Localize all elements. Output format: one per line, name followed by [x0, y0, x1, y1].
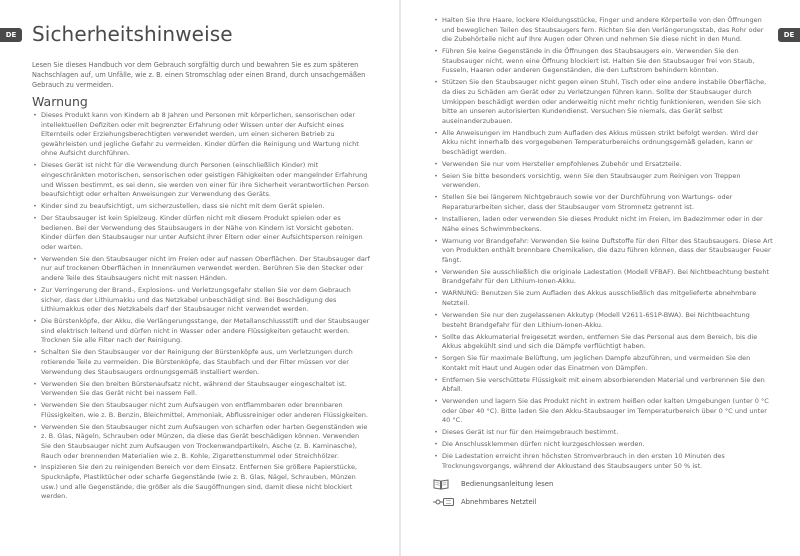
language-tab-left: DE	[0, 28, 22, 42]
legend-row-adapter	[433, 493, 773, 511]
warning-item: • Halten Sie Ihre Haare, lockere Kleidungsstücke, Finger und andere Körperteile von den Öffnungen und beweglichen Teilen des Staubsaugers fern. Richten Sie den Verlängerungsstab, das Rohr oder die Zubehörteile nicht auf Ihre Augen oder Ohren und nehmen Sie diese nicht in den Mund.	[433, 16, 773, 45]
warning-item: • Alle Anweisungen im Handbuch zum Aufladen des Akkus müssen strikt befolgt werden. Wird der Akku nicht innerhalb des vorgegebenen Temperaturbereichs ordnungsgemäß geladen, kann er beschädigt werden.	[433, 129, 773, 158]
warning-item: • Die Ladestation erreicht ihren höchsten Stromverbrauch in den ersten 10 Minuten des Trocknungsvorgangs, während der Akkustand des Staubsaugers unter 50 % ist.	[433, 452, 773, 471]
warning-item: • Dieses Gerät ist nur für den Heimgebrauch bestimmt.	[433, 428, 773, 438]
warning-item: • Verwenden Sie den breiten Bürstenaufsatz nicht, während der Staubsauger eingeschaltet ist. Verwenden Sie das Gerät nicht bei nassem Fell.	[32, 380, 370, 399]
warning-item: • Sorgen Sie für maximale Belüftung, um jeglichen Dampfe abzuführen, und vermeiden Sie den Kontakt mit Haut und Augen oder das Einatmen von Dämpfen.	[433, 354, 773, 373]
warning-item: • Verwenden Sie ausschließlich die originale Ladestation (Modell VFBAF). Bei Nichtbeachtung besteht Brandgefahr für den Lithium-Ionen-Akku.	[433, 268, 773, 287]
warning-item: • Inspizieren Sie den zu reinigenden Bereich vor dem Einsatz. Entfernen Sie größere Papierstücke, Spucknäpfe, Plastiktücher oder scharfe Gegenstände (wie z. B. Glas, Nägel, Schrauben, Münzen usw.) und alle Gegenstände, die größer als die Saugöffnungen sind, damit diese nicht blockiert werden.	[32, 463, 370, 501]
warning-item: • Warnung vor Brandgefahr: Verwenden Sie keine Duftstoffe für den Filter des Staubsaugers. Diese Art von Produkten enthält brennbare Chemikalien, die dazu führen können, dass der Staubsauger Feuer fängt.	[433, 237, 773, 266]
page-title: Sicherheitshinweise	[32, 22, 233, 46]
left-warning-list	[32, 111, 370, 502]
warning-item: • Stellen Sie bei längerem Nichtgebrauch sowie vor der Durchführung von Wartungs- oder Reparaturarbeiten sicher, dass der Staubsauger vom Stromnetz getrennt ist.	[433, 193, 773, 212]
language-tab-right: DE	[778, 28, 800, 42]
warning-item: • Verwenden Sie nur den zugelassenen Akkutyp (Modell V2611-6S1P-BWA). Bei Nichtbeachtung besteht Brandgefahr für den Lithium-Ionen-Akku.	[433, 311, 773, 330]
warning-item: • Sollte das Akkumaterial freigesetzt werden, entfernen Sie das Personal aus dem Bereich, bis die Akkus abgekühlt sind und sich die Dämpfe verflüchtigt haben.	[433, 333, 773, 352]
intro-paragraph: Lesen Sie dieses Handbuch vor dem Gebrauch sorgfältig durch und bewahren Sie es zum späteren Nachschlagen auf, um Unfälle, wie z. B. einen Stromschlag oder einen Brand, durch unsachgemäßen Gebrauch zu vermeiden.	[32, 61, 366, 89]
right-page	[401, 0, 800, 556]
warning-item: • Zur Verringerung der Brand-, Explosions- und Verletzungsgefahr stellen Sie vor dem Gebrauch sicher, dass der Lithiumakku und das Netzkabel unbeschädigt sind. Bei Beschädigung des Lithiumakkus oder des Netzkabels darf der Staubsauger nicht verwendet werden.	[32, 286, 370, 315]
legend-manual-label: Bedienungsanleitung lesen	[461, 479, 554, 488]
warning-item: • Installieren, laden oder verwenden Sie dieses Produkt nicht im Freien, im Badezimmer oder in der Nähe eines Schwimmbeckens.	[433, 215, 773, 234]
warning-item: • WARNUNG: Benutzen Sie zum Aufladen des Akkus ausschließlich das mitgelieferte abnehmbare Netzteil.	[433, 289, 773, 308]
warning-item: • Die Bürstenköpfe, der Akku, die Verlängerungsstange, der Metallanschlussstift und der Staubsauger sind elektrisch leitend und dürfen nicht in Wasser oder andere Flüssigkeiten getaucht werden. Trocknen Sie alle Filter nach der Reinigung.	[32, 317, 370, 346]
warning-item: • Der Staubsauger ist kein Spielzeug. Kinder dürfen nicht mit diesem Produkt spielen oder es bedienen. Bei der Verwendung des Staubsaugers in der Nähe von Kindern ist Vorsicht geboten. Kinder dürfen den Staubsauger nur unter Aufsicht ihrer Eltern oder einer Aufsichtsperson reinigen oder warten.	[32, 214, 370, 252]
warning-item: • Verwenden Sie nur vom Hersteller empfohlenes Zubehör und Ersatzteile.	[433, 160, 773, 170]
left-column	[32, 60, 370, 504]
warning-item: • Verwenden Sie den Staubsauger nicht zum Aufsaugen von scharfen oder harten Gegenständen wie z. B. Glas, Nägeln, Schrauben oder Münzen, da diese das Gerät beschädigen können. Verwenden Sie den Staubsauger nicht zum Aufsaugen von Trockenwandpartikeln, Asche (z. B. Kaminasche), Rauch oder brennenden Materialien wie z. B. Kohle, Zigarettenstummel oder Streichhölzer.	[32, 423, 370, 461]
warning-item: • Dieses Gerät ist nicht für die Verwendung durch Personen (einschließlich Kinder) mit eingeschränkten motorischen, sensorischen oder geistigen Fähigkeiten oder mangelnder Erfahrung und Wissen bestimmt, es sei denn, sie werden von einer für ihre Sicherheit verantwortlichen Person beaufsichtigt oder erhalten Anweisungen zur Verwendung des Geräts.	[32, 161, 370, 199]
warning-item: • Verwenden Sie den Staubsauger nicht zum Aufsaugen von entflammbaren oder brennbaren Flüssigkeiten, wie z. B. Benzin, Bleichmittel, Ammoniak, Abflussreiniger oder anderen Flüssigkeiten.	[32, 401, 370, 420]
warning-item: • Verwenden Sie den Staubsauger nicht im Freien oder auf nassen Oberflächen. Der Staubsauger darf nur auf trockenen Oberflächen in Innenräumen verwendet werden. Berühren Sie den Stecker oder andere Teile des Staubsaugers nicht mit nassen Händen.	[32, 255, 370, 284]
left-page	[0, 0, 399, 556]
warning-item: • Die Anschlussklemmen dürfen nicht kurzgeschlossen werden.	[433, 440, 773, 450]
warning-item: • Führen Sie keine Gegenstände in die Öffnungen des Staubsaugers ein. Verwenden Sie den Staubsauger nicht, wenn eine Öffnung blockiert ist. Halten Sie den Staubsauger frei von Staub, Fusseln, Haaren oder anderen Gegenständen, die den Luftstrom behindern könnten.	[433, 47, 773, 76]
right-column	[433, 16, 773, 511]
warning-item: • Dieses Produkt kann von Kindern ab 8 Jahren und Personen mit körperlichen, sensorischen oder intellektuellen Defiziten oder mit begrenzter Erfahrung oder Wissen unter der Aufsicht eines Elternteils oder Erziehungsberechtigten verwendet werden, um einen sicheren Betrieb zu gewährleisten und jegliche Gefahr zu vermeiden. Kinder dürfen die Reinigung und Wartung nicht ohne Aufsicht durchführen.	[32, 111, 370, 159]
right-warning-list	[433, 16, 773, 472]
open-book-icon	[433, 477, 455, 491]
power-adapter-icon	[433, 495, 455, 509]
warning-item: • Verwenden und lagern Sie das Produkt nicht in extrem heißen oder kalten Umgebungen (unter 0 °C oder über 40 °C). Bitte laden Sie den Akku-Staubsauger im Temperaturbereich über 0 °C und unter 40 °C.	[433, 397, 773, 426]
warning-item: • Schalten Sie den Staubsauger vor der Reinigung der Bürstenköpfe aus, um Verletzungen durch rotierende Teile zu vermeiden. Die Bürstenköpfe, das Staubfach und der Filter müssen vor der Verwendung des Staubsaugers ordnungsgemäß installiert werden.	[32, 348, 370, 377]
warning-item: • Entfernen Sie verschüttete Flüssigkeit mit einem absorbierenden Material und verbrennen Sie den Abfall.	[433, 376, 773, 395]
legend-row-manual	[433, 475, 773, 493]
warning-item: • Stützen Sie den Staubsauger nicht gegen einen Stuhl, Tisch oder eine andere instabile Oberfläche, da dies zu Schäden am Gerät oder zu Verletzungen führen kann. Sollte der Staubsauger durch Umkippen beschädigt werden oder anderweitig nicht mehr richtig funktionieren, wenden Sie sich bitte an unseren autorisierten Kundendienst. Versuchen Sie niemals, das Gerät selbst auseinanderzubauen.	[433, 78, 773, 126]
warning-item: • Kinder sind zu beaufsichtigt, um sicherzustellen, dass sie nicht mit dem Gerät spielen.	[32, 202, 370, 212]
legend-adapter-label: Abnehmbares Netzteil	[461, 497, 537, 506]
warning-item: • Seien Sie bitte besonders vorsichtig, wenn Sie den Staubsauger zum Reinigen von Treppen verwenden.	[433, 172, 773, 191]
symbol-legend	[433, 475, 773, 511]
warning-heading: Warnung	[32, 94, 88, 109]
